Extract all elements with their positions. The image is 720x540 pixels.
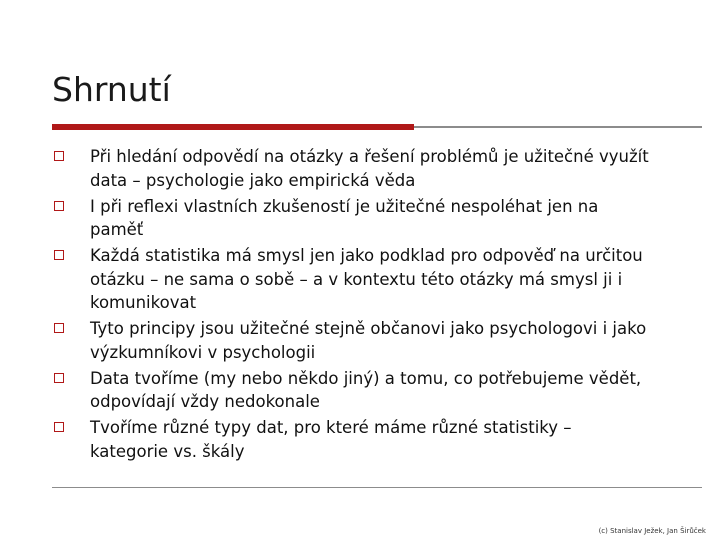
bullet-item bbox=[54, 145, 654, 192]
bullet-item bbox=[54, 195, 654, 242]
footer-rule bbox=[52, 487, 702, 488]
bullet-list bbox=[54, 145, 654, 466]
bullet-text: I při reflexi vlastních zkušeností je užitečné nespoléhat jen na paměť bbox=[90, 196, 599, 239]
bullet-text: Tvoříme různé typy dat, pro které máme různé statistiky – kategorie vs. škály bbox=[90, 418, 572, 461]
square-bullet-icon bbox=[54, 145, 90, 169]
slide-title: Shrnutí bbox=[52, 70, 171, 109]
title-accent-bar bbox=[52, 124, 414, 130]
bullet-item bbox=[54, 317, 654, 364]
bullet-text: Při hledání odpovědí na otázky a řešení problémů je užitečné využít data – psychologie jako empirická věda bbox=[90, 147, 649, 190]
bullet-item bbox=[54, 416, 654, 463]
square-bullet-icon bbox=[54, 367, 90, 391]
square-bullet-icon bbox=[54, 317, 90, 341]
square-bullet-icon bbox=[54, 195, 90, 219]
bullet-text: Tyto principy jsou užitečné stejně občanovi jako psychologovi i jako výzkumníkovi v psychologii bbox=[90, 319, 647, 362]
bullet-text: Každá statistika má smysl jen jako podklad pro odpověď na určitou otázku – ne sama o sobě – a v kontextu této otázky má smysl ji i komunikovat bbox=[90, 246, 643, 312]
bullet-item bbox=[54, 244, 654, 315]
square-bullet-icon bbox=[54, 244, 90, 268]
copyright-footer: (c) Stanislav Ježek, Jan Širůček bbox=[598, 527, 706, 535]
bullet-text: Data tvoříme (my nebo někdo jiný) a tomu, co potřebujeme vědět, odpovídají vždy nedokonale bbox=[90, 368, 642, 411]
square-bullet-icon bbox=[54, 416, 90, 440]
bullet-item bbox=[54, 367, 654, 414]
